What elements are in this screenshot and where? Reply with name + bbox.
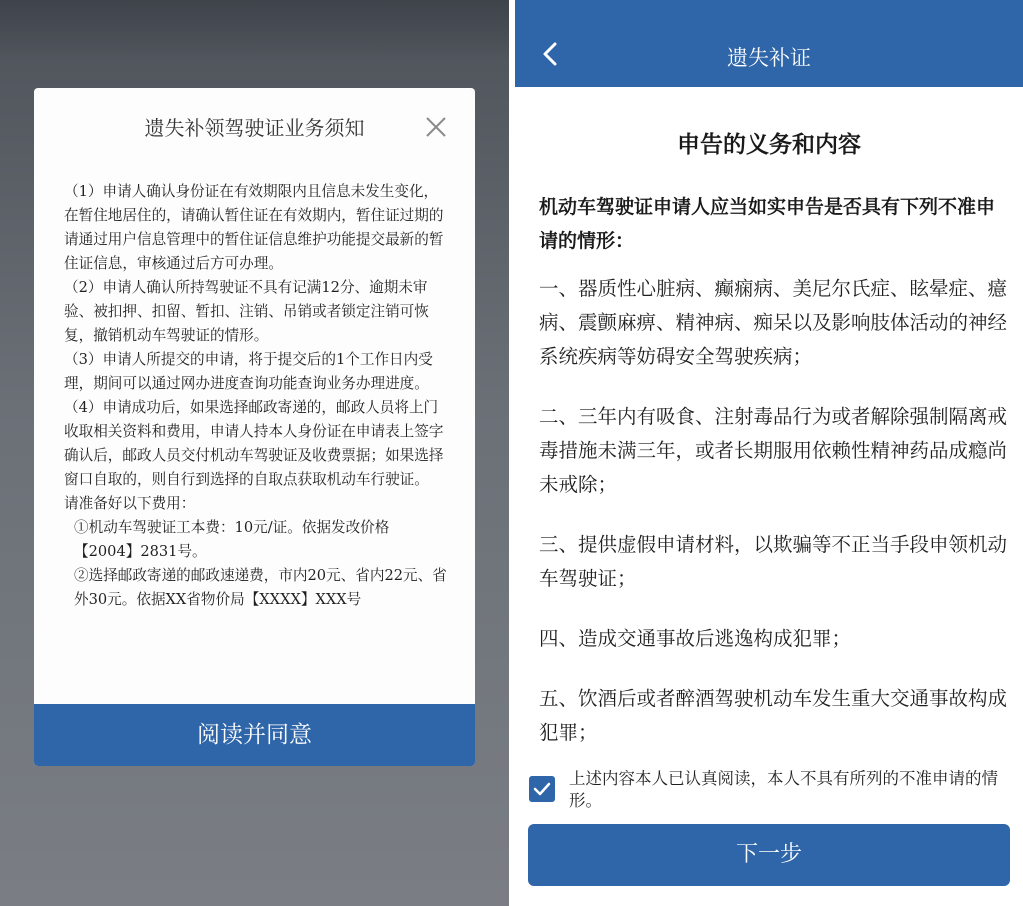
notice-paragraph: （4）申请成功后，如果选择邮政寄递的，邮政人员将上门收取相关资料和费用，申请人持本人身份证在申请表上签字确认后，邮政人员交付机动车驾驶证及收费票据；如果选择窗口自取的，则自行到选择的自取点获取机动车行驶证。 — [64, 399, 444, 488]
list-item: 四、造成交通事故后逃逸构成犯罪； — [539, 627, 852, 650]
list-item: 三、提供虚假申请材料，以欺骗等不正当手段申领机动车驾驶证； — [539, 533, 1007, 590]
declaration-list[interactable] — [539, 272, 1007, 758]
fee-item: ①机动车驾驶证工本费：10元/证。依据发改价格【2004】2831号。 — [74, 519, 390, 560]
agreement-row — [529, 768, 1009, 818]
modal-title: 遗失补领驾驶证业务须知 — [144, 116, 365, 140]
notice-paragraph: （2）申请人确认所持驾驶证不具有记满12分、逾期未审验、被扣押、扣留、暂扣、注销、吊销或者锁定注销可恢复，撤销机动车驾驶证的情形。 — [64, 279, 429, 344]
notice-paragraph: （1）申请人确认身份证在有效期限内且信息未发生变化，在暂住地居住的，请确认暂住证在有效期内，暂住证过期的请通过用户信息管理中的暂住证信息维护功能提交最新的暂住证信息，审核通过后方可办理。 — [64, 183, 444, 272]
list-item: 五、饮酒后或者醉酒驾驶机动车发生重大交通事故构成犯罪； — [539, 687, 1007, 744]
next-step-button[interactable]: 下一步 — [528, 824, 1010, 886]
dimmed-overlay — [0, 0, 509, 60]
list-item: 一、器质性心脏病、癫痫病、美尼尔氏症、眩晕症、癔病、震颤麻痹、精神病、痴呆以及影响肢体活动的神经系统疾病等妨碍安全驾驶疾病； — [539, 277, 1007, 368]
fee-item: ②选择邮政寄递的邮政速递费，市内20元、省内22元、省外30元。依据XX省物价局【XXXX】XXX号 — [74, 567, 447, 608]
checkmark-icon — [529, 776, 555, 802]
agreement-checkbox[interactable] — [529, 776, 555, 802]
intro-text: 机动车驾驶证申请人应当如实申告是否具有下列不准申请的情形： — [539, 196, 996, 252]
modal-notice-text[interactable] — [64, 180, 448, 694]
fees-heading: 请准备好以下费用： — [64, 495, 196, 512]
close-icon[interactable] — [423, 114, 449, 140]
notice-modal — [34, 88, 475, 766]
section-title: 申告的义务和内容 — [677, 132, 861, 158]
notice-paragraph: （3）申请人所提交的申请，将于提交后的1个工作日内受理，期间可以通过网办进度查询功能查询业务办理进度。 — [64, 351, 433, 392]
agreement-label: 上述内容本人已认真阅读，本人不具有所列的不准申请的情形。 — [569, 769, 998, 810]
header-bar — [515, 0, 1023, 87]
left-screen — [0, 0, 509, 906]
read-and-agree-button[interactable]: 阅读并同意 — [34, 704, 475, 766]
right-screen — [515, 0, 1023, 906]
page-title: 遗失补证 — [727, 46, 811, 70]
list-item: 二、三年内有吸食、注射毒品行为或者解除强制隔离戒毒措施未满三年，或者长期服用依赖性精神药品成瘾尚未戒除； — [539, 405, 1007, 496]
